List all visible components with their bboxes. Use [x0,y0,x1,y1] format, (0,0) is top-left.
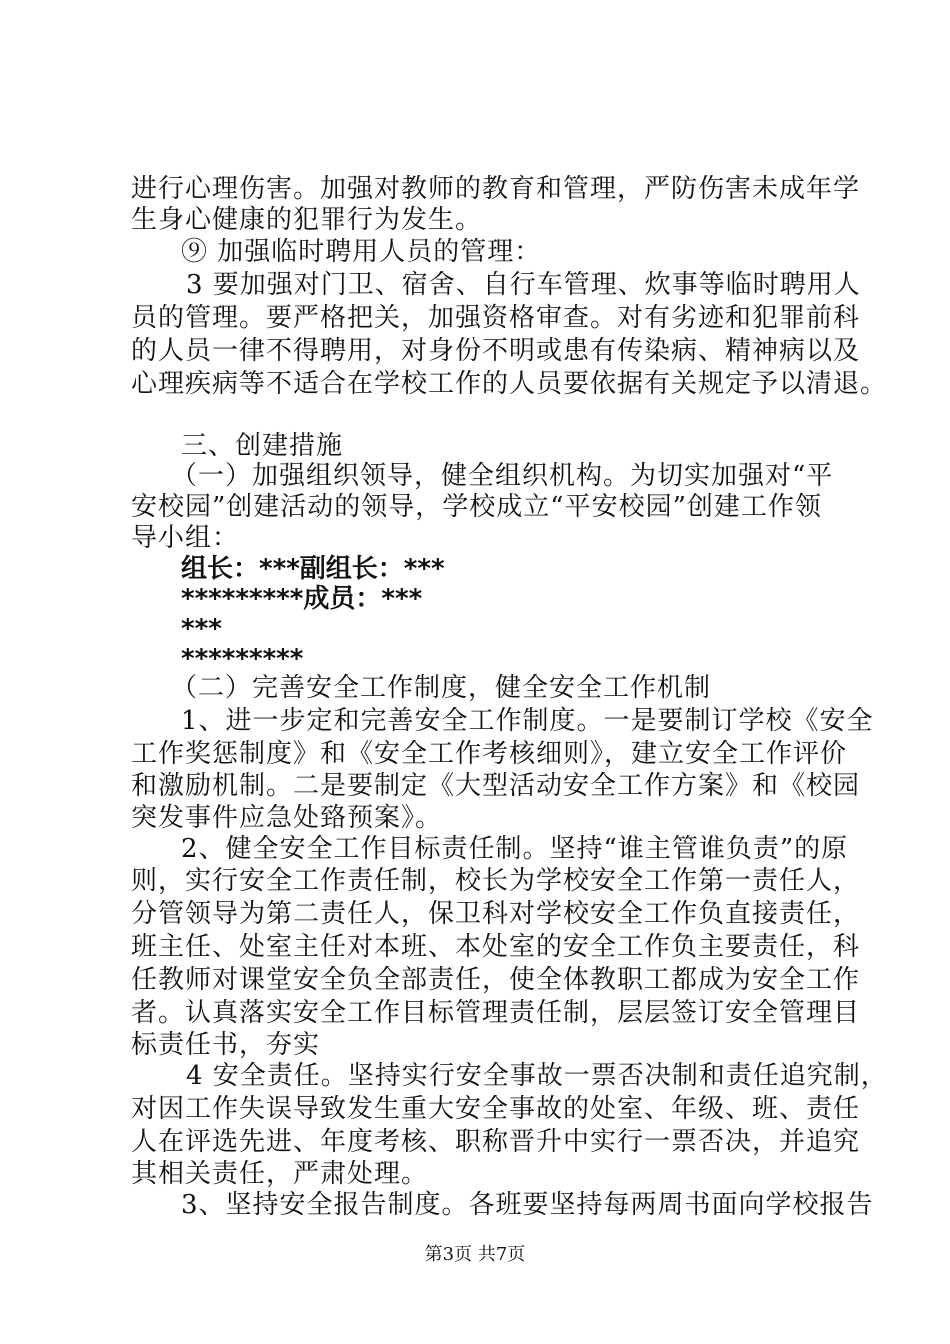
paragraph-line: ⑨ 加强临时聘用人员的管理： [181,237,542,267]
paragraph-line: 导小组： [131,523,240,553]
paragraph-line: 班主任、处室主任对本班、本处室的安全工作负主要责任，科 [131,932,861,962]
paragraph-line: 任教师对课堂安全负全部责任，使全体教职工都成为安全工作 [131,965,861,995]
paragraph-line: 4 安全责任。坚持实行安全事故一票否决制和责任追究制， [186,1061,888,1091]
paragraph-line: 工作奖惩制度》和《安全工作考核细则》，建立安全工作评价 [131,739,848,769]
group-member-line: *********成员：*** [181,584,423,614]
paragraph-line: 3、坚持安全报告制度。各班要坚持每两周书面向学校报告 [181,1190,874,1220]
group-leader-line: 组长：***副组长：*** [181,554,445,584]
paragraph-line: 者。认真落实安全工作目标管理责任制，层层签订安全管理目 [131,998,861,1028]
page-number-footer: 第3页 共7页 [424,1244,526,1265]
paragraph-line: 的人员一律不得聘用，对身份不明或患有传染病、精神病以及 [131,336,861,366]
paragraph-line: 标责任书，夯实 [131,1030,321,1060]
paragraph-line: 员的管理。要严格把关，加强资格审查。对有劣迹和犯罪前科 [131,303,861,333]
paragraph-line: 安校园”创建活动的领导，学校成立“平安校园”创建工作领 [131,492,822,522]
paragraph-line: 1、进一步定和完善安全工作制度。一是要制订学校《安全 [181,706,874,736]
group-member-line: *** [181,614,222,644]
paragraph-line: 突发事件应急处臵预案》。 [131,803,443,833]
paragraph-line: 对因工作失误导致发生重大安全事故的处室、年级、班、责任 [131,1094,861,1124]
paragraph-line: 分管领导为第二责任人，保卫科对学校安全工作负直接责任， [131,899,861,929]
paragraph-line: （一）加强组织领导，健全组织机构。为切实加强对“平 [171,461,834,491]
paragraph-line: 进行心理伤害。加强对教师的教育和管理，严防伤害未成年学 [131,174,861,204]
paragraph-line: 其相关责任，严肃处理。 [131,1159,429,1189]
group-member-line: ********* [181,644,304,674]
paragraph-line: 心理疾病等不适合在学校工作的人员要依据有关规定予以清退。 [131,369,888,399]
paragraph-line: 人在评选先进、年度考核、职称晋升中实行一票否决，并追究 [131,1127,861,1157]
paragraph-line: 和激励机制。二是要制定《大型活动安全工作方案》和《校园 [131,771,861,801]
paragraph-line: 3 要加强对门卫、宿舍、自行车管理、炊事等临时聘用人 [186,270,861,300]
paragraph-line: 则，实行安全工作责任制，校长为学校安全工作第一责任人， [131,866,861,896]
paragraph-line: 2、健全安全工作目标责任制。坚持“谁主管谁负责”的原 [181,834,849,864]
section-heading: 三、创建措施 [181,431,344,461]
section-heading: （二）完善安全工作制度，健全安全工作机制 [171,673,712,703]
paragraph-line: 生身心健康的犯罪行为发生。 [131,205,483,235]
